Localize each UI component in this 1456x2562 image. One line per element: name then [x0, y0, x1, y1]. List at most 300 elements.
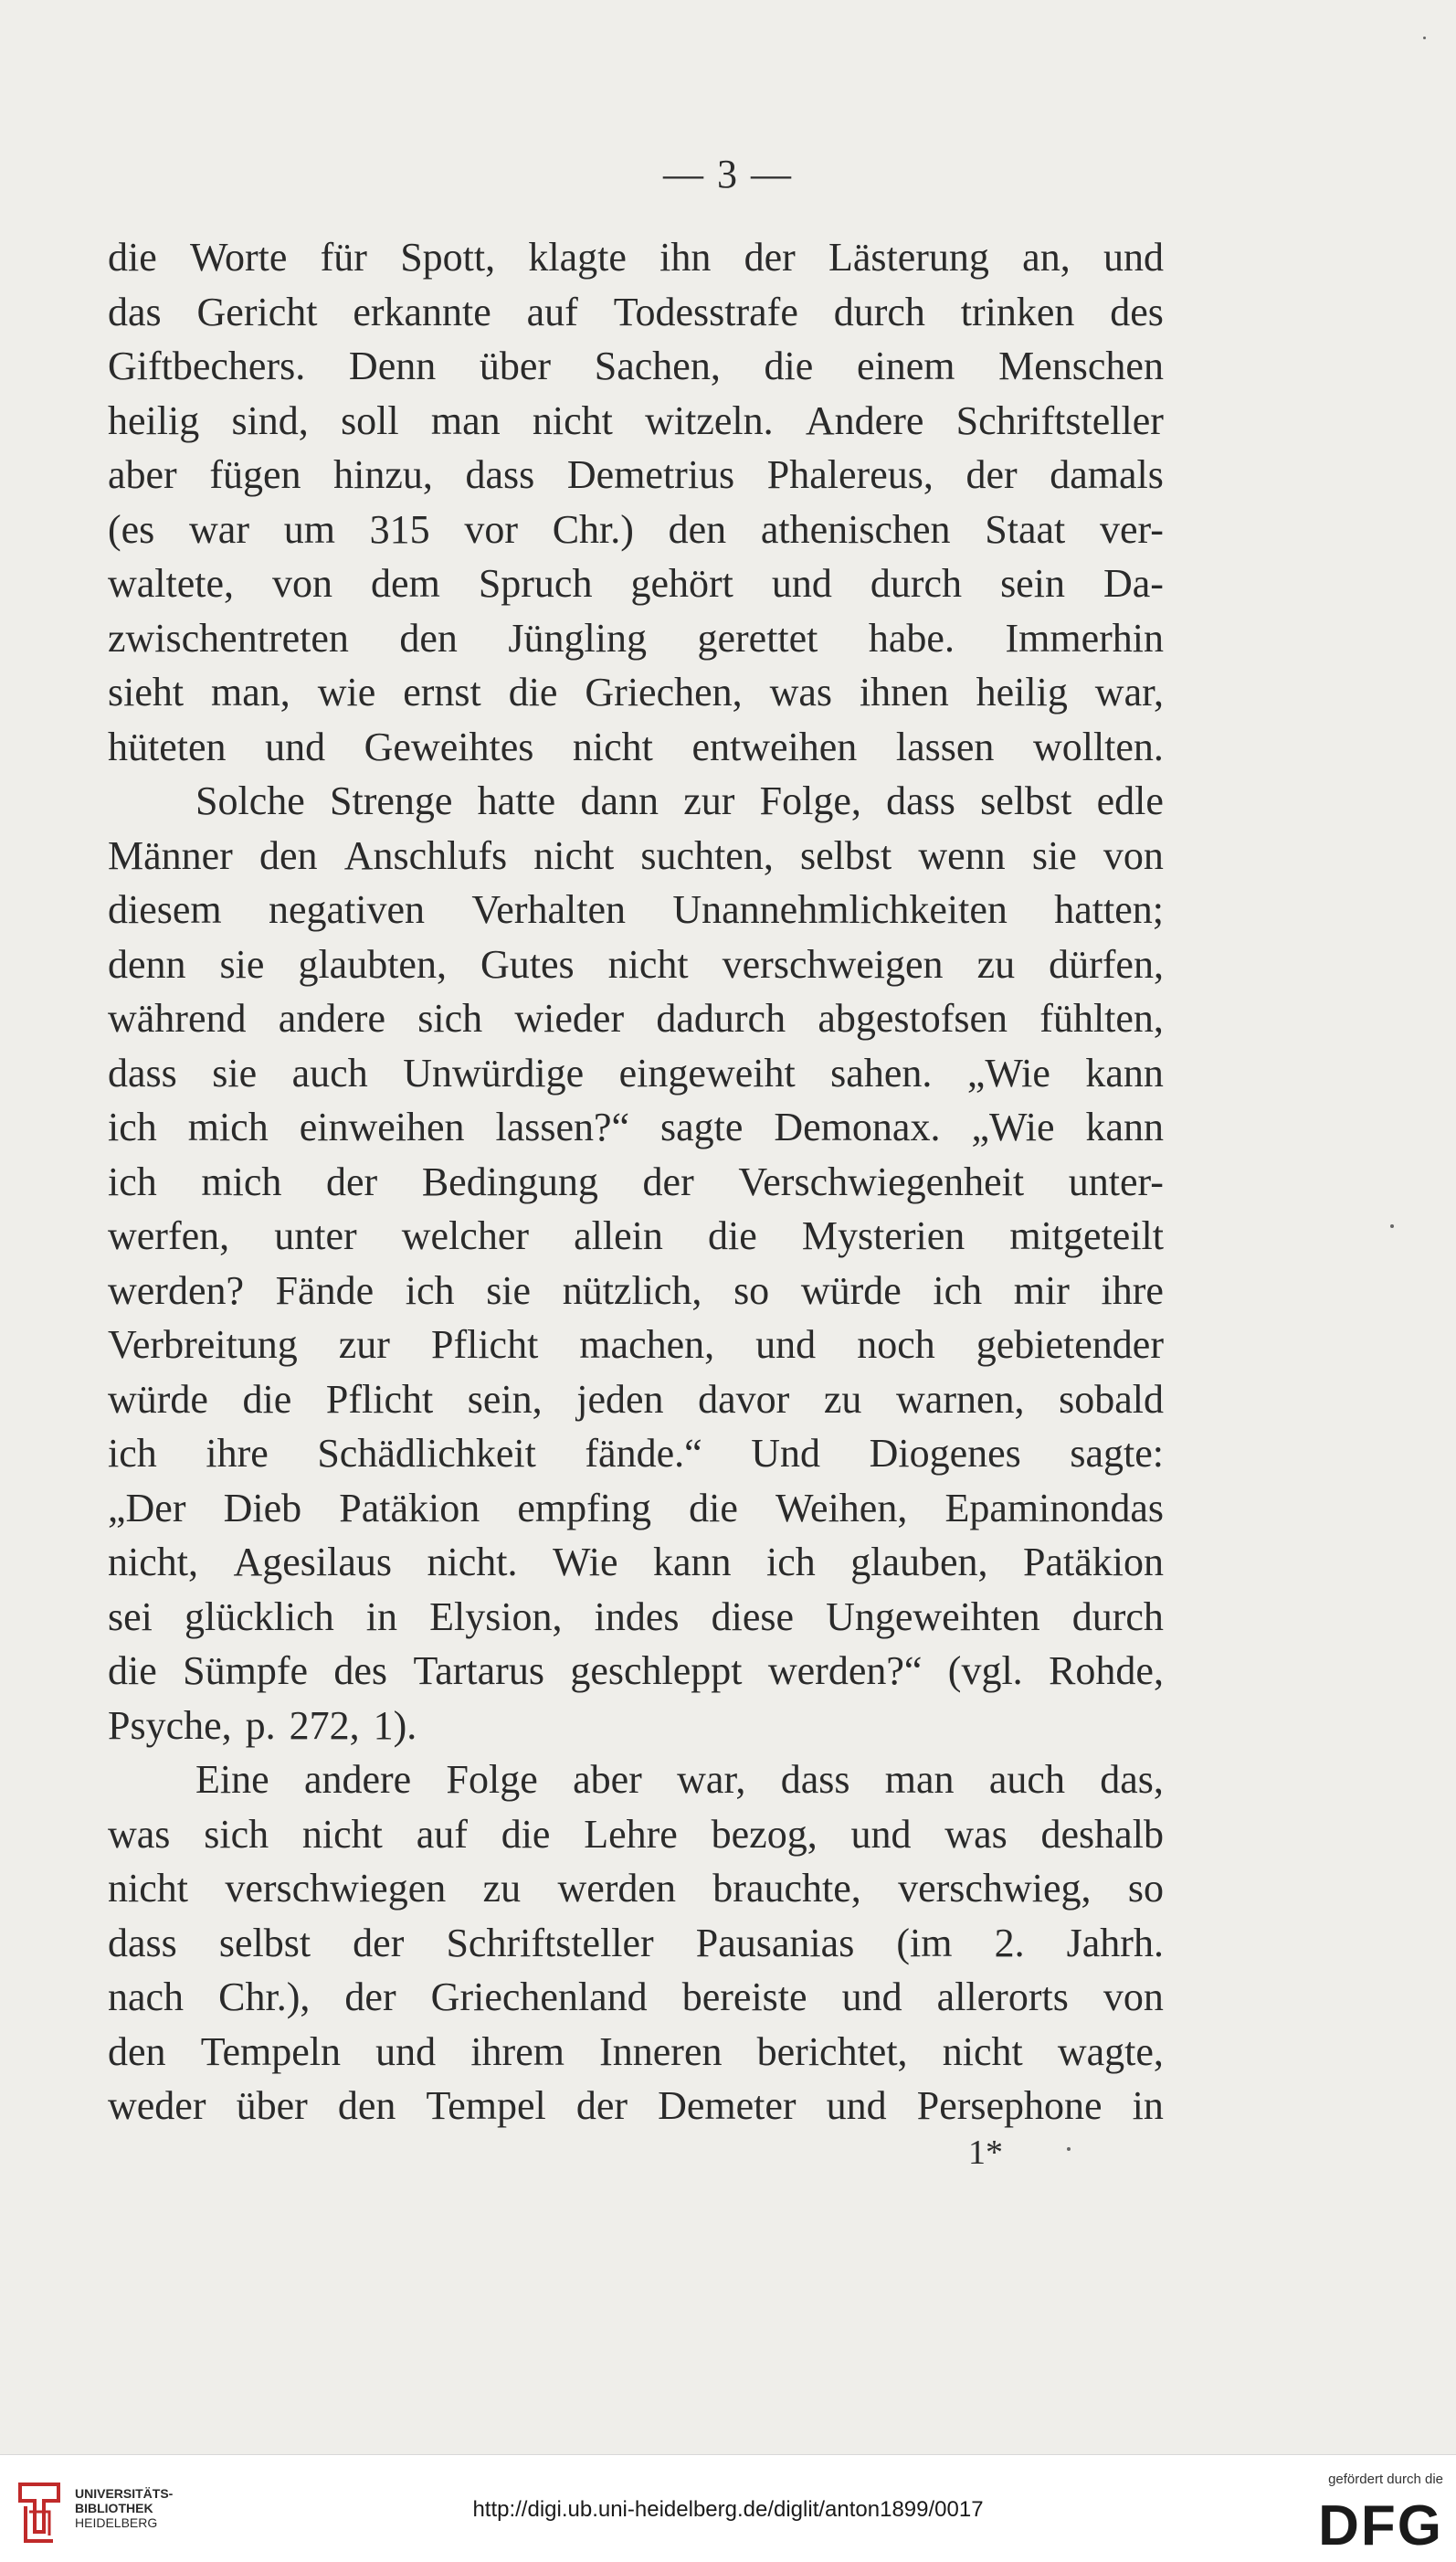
word: die — [242, 1376, 292, 1422]
text-line — [108, 611, 1164, 666]
word: diese — [711, 1593, 794, 1639]
word: die — [108, 1648, 157, 1693]
text-line — [108, 665, 1164, 720]
word: Mysterien — [801, 1213, 965, 1258]
print-speck — [1423, 37, 1426, 39]
word: nicht — [108, 1866, 188, 1911]
text-line — [108, 774, 1164, 829]
word: athenischen — [760, 506, 951, 552]
word: die — [108, 235, 157, 280]
text-line — [108, 1807, 1164, 1862]
word: durch — [870, 561, 963, 606]
word: habe. — [868, 615, 955, 661]
word: negativen — [269, 887, 426, 932]
text-line — [108, 720, 1164, 775]
word: deshalb — [1040, 1811, 1164, 1857]
word: sich — [204, 1811, 269, 1857]
text-line — [108, 1535, 1164, 1590]
word: werden — [557, 1866, 676, 1911]
word: einem — [856, 344, 955, 388]
word: trinken — [960, 289, 1075, 334]
word: zu — [976, 941, 1016, 987]
word: dass — [108, 1050, 177, 1096]
word: die — [707, 1213, 757, 1258]
word: andere — [278, 996, 385, 1041]
word: werfen, — [108, 1213, 230, 1258]
word: das — [108, 289, 162, 334]
word: sie — [212, 1050, 258, 1096]
word: mich — [187, 1105, 269, 1149]
word: über — [479, 344, 552, 388]
word: sagte: — [1070, 1431, 1164, 1476]
word: abgestofsen — [818, 996, 1008, 1041]
word: der — [326, 1159, 378, 1204]
word: dadurch — [656, 996, 786, 1041]
word: das, — [1100, 1757, 1164, 1802]
word: Verbreitung — [108, 1322, 298, 1367]
word: über — [236, 2083, 308, 2128]
word: ich — [765, 1540, 816, 1584]
print-speck — [1067, 2147, 1071, 2151]
word: brauchte, — [712, 1866, 861, 1911]
word: in — [1132, 2083, 1164, 2128]
word: Solche — [195, 778, 305, 823]
word: fühlten, — [1039, 996, 1164, 1041]
word: während — [108, 996, 247, 1041]
word: und — [755, 1322, 817, 1367]
word: Schriftsteller — [446, 1920, 654, 1965]
word: zur — [683, 778, 735, 823]
word: Pflicht — [430, 1322, 539, 1367]
word: zur — [338, 1322, 390, 1367]
text-line — [108, 1644, 1164, 1699]
word: sei — [108, 1593, 153, 1639]
word: gebietender — [976, 1322, 1164, 1367]
word: ernst — [403, 670, 481, 715]
word: Patäkion — [1023, 1540, 1164, 1584]
text-line — [108, 937, 1164, 992]
word: nicht — [942, 2028, 1023, 2074]
word: Unwürdige — [403, 1050, 585, 1096]
word: und — [850, 1811, 912, 1857]
word: davor — [698, 1376, 790, 1422]
word: machen, — [579, 1322, 715, 1367]
word: um — [283, 506, 335, 552]
word: mich — [201, 1159, 282, 1204]
text-line — [108, 883, 1164, 937]
text-line — [108, 556, 1164, 611]
text-line — [108, 394, 1164, 449]
word: Menschen — [998, 344, 1164, 388]
word: und — [826, 2083, 887, 2128]
word: Eine — [195, 1757, 269, 1802]
word: dass — [465, 452, 535, 497]
word: sind, — [231, 397, 309, 443]
word: dass — [108, 1920, 177, 1965]
word: suchten, — [640, 832, 774, 878]
word: Rohde, — [1049, 1648, 1164, 1693]
word: Giftbechers. — [108, 344, 306, 388]
word: war — [189, 506, 249, 552]
word: was — [769, 670, 833, 715]
word: ver- — [1099, 506, 1164, 552]
word: kann — [1085, 1105, 1164, 1149]
word: welcher — [401, 1213, 530, 1258]
word: durch — [1071, 1593, 1164, 1639]
word: nicht — [572, 724, 653, 769]
word: ich — [405, 1267, 455, 1313]
word: sein — [1000, 561, 1065, 606]
word: mitgeteilt — [1009, 1213, 1164, 1258]
word: Persephone — [916, 2083, 1103, 2128]
word: den — [399, 615, 458, 661]
word: nicht — [533, 832, 615, 878]
word: ich — [933, 1267, 983, 1313]
word: verschwieg, — [898, 1866, 1092, 1911]
word: Bedingung — [421, 1159, 598, 1204]
word: 272, — [289, 1702, 360, 1748]
word: Worte — [190, 235, 288, 280]
word: weder — [108, 2083, 206, 2128]
word: Phalereus, — [766, 452, 934, 497]
word: geschleppt — [570, 1648, 743, 1693]
word: lassen — [895, 724, 995, 769]
text-line — [108, 448, 1164, 503]
word: witzeln. — [645, 397, 774, 443]
text-line — [108, 991, 1164, 1046]
word: hatte — [477, 778, 556, 823]
word: verschwiegen — [225, 1866, 447, 1911]
word: und — [1103, 235, 1164, 280]
word: mir — [1013, 1267, 1070, 1313]
text-line — [108, 339, 1164, 394]
word: nicht, — [108, 1540, 198, 1584]
word: an, — [1022, 235, 1071, 280]
word: ihre — [206, 1431, 269, 1476]
word: sobald — [1059, 1376, 1164, 1422]
word: Inneren — [599, 2028, 723, 2074]
word: Dieb — [223, 1485, 302, 1530]
word: empfing — [517, 1485, 652, 1530]
word: glauben, — [850, 1540, 988, 1584]
word: glücklich — [184, 1593, 334, 1639]
print-speck — [1390, 1224, 1394, 1228]
word: gehört — [630, 561, 733, 606]
word: der — [744, 235, 796, 280]
library-name-line: HEIDELBERG — [75, 2515, 158, 2530]
word: für — [320, 235, 367, 280]
word: den — [668, 506, 727, 552]
word: Jüngling — [508, 615, 647, 661]
library-name-line: UNIVERSITÄTS- — [75, 2486, 174, 2501]
word: Elysion, — [429, 1593, 563, 1639]
word: andere — [303, 1757, 412, 1802]
word: von — [1103, 832, 1164, 878]
word: „Wie — [971, 1105, 1055, 1149]
text-line — [108, 2025, 1164, 2080]
word: Männer — [108, 832, 233, 878]
funding-note: gefördert durch die — [1328, 2472, 1443, 2487]
word: entweihen — [691, 724, 858, 769]
word: 2. — [994, 1920, 1025, 1965]
word: Weihen, — [775, 1485, 908, 1530]
word: Ungeweihten — [826, 1593, 1040, 1639]
word: sieht — [108, 670, 185, 715]
word: (im — [896, 1920, 953, 1965]
word: ihrem — [470, 2028, 564, 2074]
word: würde — [800, 1267, 902, 1313]
word: Sachen, — [594, 344, 721, 388]
word: ihn — [659, 235, 712, 280]
word: ihre — [1101, 1267, 1164, 1313]
word: berichtet, — [756, 2028, 908, 2074]
word: Tempeln — [200, 2028, 341, 2074]
word: auf — [526, 289, 578, 334]
word: nicht. — [427, 1540, 518, 1584]
word: allerorts — [936, 1974, 1069, 2019]
word: (es — [108, 506, 155, 552]
word: dem — [371, 561, 440, 606]
word: Fände — [275, 1267, 375, 1313]
word: von — [272, 561, 333, 606]
word: Pflicht — [325, 1376, 434, 1422]
dfg-logo: DFG — [1318, 2494, 1443, 2557]
text-line — [108, 1264, 1164, 1318]
word: Geweihtes — [364, 724, 534, 769]
word: so — [1127, 1866, 1164, 1911]
word: edle — [1096, 778, 1164, 823]
signature-mark: 1* — [968, 2133, 1003, 2172]
word: Lästerung — [828, 235, 989, 280]
text-line — [108, 1590, 1164, 1645]
word: man — [430, 397, 501, 443]
word: ich — [108, 1159, 157, 1204]
word: (vgl. — [947, 1648, 1023, 1693]
word: dürfen, — [1049, 941, 1164, 987]
word: den — [108, 2028, 166, 2074]
word: eingeweiht — [618, 1050, 796, 1096]
word: aber — [108, 452, 177, 497]
word: der — [353, 1920, 405, 1965]
word: nicht — [607, 941, 689, 987]
word: sahen. — [830, 1050, 933, 1096]
word: werden? — [108, 1267, 245, 1313]
word: auch — [291, 1050, 368, 1096]
word: Tartarus — [413, 1648, 544, 1693]
word: sich — [417, 996, 483, 1041]
word: die — [508, 670, 558, 715]
word: Epaminondas — [944, 1485, 1164, 1530]
word: Griechenland — [430, 1974, 648, 2019]
word: Psyche, — [108, 1702, 232, 1748]
word: zu — [482, 1866, 522, 1911]
word: aber — [573, 1757, 642, 1802]
word: auf — [416, 1811, 468, 1857]
word: zwischentreten — [108, 615, 349, 661]
page-number: — 3 — — [663, 152, 793, 196]
word: wenn — [918, 832, 1006, 878]
word: waltete, — [108, 561, 235, 606]
word: Diogenes — [869, 1431, 1021, 1476]
word: Denn — [348, 344, 437, 388]
word: Chr.) — [552, 506, 634, 552]
word: sie — [219, 941, 265, 987]
word: verschweigen — [722, 941, 944, 987]
word: war, — [1094, 670, 1164, 715]
word: jeden — [576, 1376, 664, 1422]
word: „Der — [108, 1485, 186, 1530]
word: des — [333, 1648, 388, 1693]
text-line — [108, 1155, 1164, 1210]
word: und — [375, 2028, 437, 2074]
word: und — [771, 561, 832, 606]
word: wieder — [514, 996, 625, 1041]
word: Todesstrafe — [613, 289, 798, 334]
word: von — [1103, 1974, 1164, 2019]
word: Demeter — [658, 2083, 797, 2128]
word: auch — [988, 1757, 1065, 1802]
word: die — [764, 344, 814, 388]
word: noch — [857, 1322, 935, 1367]
word: ich — [108, 1105, 157, 1149]
word: Sümpfe — [183, 1648, 309, 1693]
word: man — [884, 1757, 955, 1802]
word: in — [365, 1593, 398, 1639]
word: Patäkion — [339, 1485, 480, 1530]
word: zu — [823, 1376, 862, 1422]
word: Lehre — [584, 1811, 678, 1857]
word: Verhalten — [471, 887, 626, 932]
word: und — [265, 724, 326, 769]
text-line — [108, 829, 1164, 884]
word: der — [965, 452, 1018, 497]
word: denn — [108, 941, 186, 987]
word: Immerhin — [1005, 615, 1164, 661]
word: durch — [833, 289, 925, 334]
word: des — [1110, 289, 1164, 334]
word: der — [344, 1974, 396, 2019]
text-line — [108, 230, 1164, 285]
word: sein, — [467, 1376, 543, 1422]
word: hinzu, — [333, 452, 433, 497]
word: p. — [245, 1702, 276, 1748]
word: Wie — [552, 1540, 618, 1584]
word: man, — [211, 670, 290, 715]
word: Demetrius — [566, 452, 735, 497]
text-line — [108, 1481, 1164, 1536]
word: fände.“ — [585, 1431, 702, 1476]
text-line — [108, 1372, 1164, 1427]
word: was — [108, 1811, 171, 1857]
word: indes — [594, 1593, 680, 1639]
word: wie — [317, 670, 376, 715]
word: nicht — [301, 1811, 383, 1857]
word: Chr.), — [218, 1974, 311, 2019]
word: Folge, — [759, 778, 861, 823]
word: heilig — [108, 397, 200, 443]
word: Spott, — [400, 235, 496, 280]
word: Folge — [446, 1757, 538, 1802]
word: so — [733, 1267, 770, 1313]
word: Andere — [805, 397, 924, 443]
text-line — [108, 1426, 1164, 1481]
text-line — [108, 503, 1164, 557]
word: wollten. — [1032, 724, 1164, 769]
word: selbst — [218, 1920, 311, 1965]
word: bereiste — [681, 1974, 807, 2019]
word: kann — [1085, 1050, 1164, 1096]
word: „Wie — [966, 1050, 1050, 1096]
word: dass — [886, 778, 955, 823]
word: Da- — [1103, 561, 1164, 606]
word: hatten; — [1054, 887, 1164, 932]
word: sie — [1031, 832, 1077, 878]
word: Schriftsteller — [955, 397, 1164, 443]
text-line — [108, 1699, 1164, 1753]
word: wagte, — [1057, 2028, 1164, 2074]
word: unter- — [1068, 1159, 1164, 1204]
word: werden?“ — [767, 1648, 923, 1693]
text-line — [108, 1100, 1164, 1155]
text-line — [108, 285, 1164, 340]
word: selbst — [799, 832, 892, 878]
word: einweihen — [299, 1105, 465, 1149]
word: Tempel — [426, 2083, 546, 2128]
text-line — [108, 1318, 1164, 1372]
word: warnen, — [896, 1376, 1025, 1422]
word: nicht — [532, 397, 613, 443]
word: dass — [780, 1757, 850, 1802]
permalink-url[interactable]: http://digi.ub.uni-heidelberg.de/diglit/anton1899/0017 — [472, 2497, 984, 2522]
word: und — [841, 1974, 902, 2019]
word: hüteten — [108, 724, 227, 769]
word: soll — [341, 397, 399, 443]
word: damals — [1050, 452, 1164, 497]
word: Staat — [985, 506, 1066, 552]
word: heilig — [976, 670, 1068, 715]
word: selbst — [980, 778, 1072, 823]
word: diesem — [108, 887, 222, 932]
word: der — [575, 2083, 628, 2128]
word: kann — [652, 1540, 732, 1584]
word: fügen — [209, 452, 301, 497]
word: Agesilaus — [233, 1540, 392, 1584]
word: unter — [274, 1213, 357, 1258]
word: lassen?“ — [495, 1105, 630, 1149]
word: Unannehmlichkeiten — [672, 887, 1008, 932]
word: nach — [108, 1974, 185, 2019]
text-line — [108, 1209, 1164, 1264]
word: dann — [580, 778, 659, 823]
word: Anschlufs — [343, 832, 508, 878]
word: war, — [677, 1757, 746, 1802]
word: Demonax. — [774, 1105, 941, 1149]
body-text — [108, 230, 1164, 2133]
word: sagte — [660, 1105, 744, 1149]
word: klagte — [528, 235, 627, 280]
word: Strenge — [330, 778, 453, 823]
word: sie — [486, 1267, 532, 1313]
word: Gericht — [196, 289, 318, 334]
text-line — [108, 1916, 1164, 1971]
word: die — [689, 1485, 738, 1530]
word: den — [259, 832, 318, 878]
word: Verschwiegenheit — [738, 1159, 1025, 1204]
word: allein — [574, 1213, 663, 1258]
word: würde — [108, 1376, 208, 1422]
word: vor — [464, 506, 518, 552]
word: der — [642, 1159, 694, 1204]
